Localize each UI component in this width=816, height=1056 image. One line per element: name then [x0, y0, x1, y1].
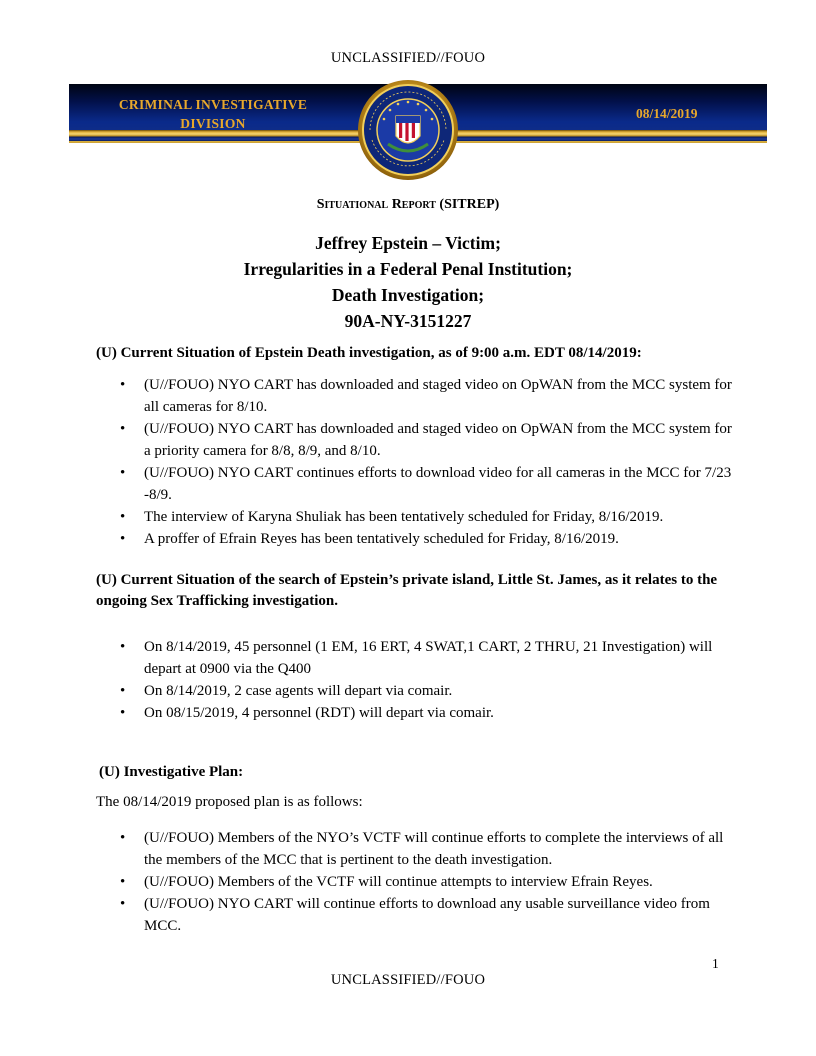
island-search-list — [96, 636, 736, 724]
list-item: • On 08/15/2019, 4 personnel (RDT) will depart via comair. — [96, 702, 736, 724]
case-title-line: Death Investigation; — [331, 285, 485, 305]
investigative-plan-list — [96, 827, 736, 937]
report-title — [0, 197, 816, 213]
case-title — [0, 230, 816, 334]
classification-marking-top: UNCLASSIFIED//FOUO — [330, 50, 486, 66]
list-item: • (U//FOUO) NYO CART has downloaded and staged video on OpWAN from the MCC system for all cameras for 8/10. — [96, 374, 736, 418]
section-heading-death-investigation: (U) Current Situation of Epstein Death investigation, as of 9:00 a.m. EDT 08/14/2019: — [96, 345, 642, 361]
list-item: • (U//FOUO) Members of the NYO’s VCTF will continue efforts to complete the interviews of all the members of the MCC that is pertinent to the death investigation. — [96, 827, 736, 871]
section-heading-island-search: (U) Current Situation of the search of Epstein’s private island, Little St. James, as it relates to the ongoing Sex Trafficking investigation. — [96, 572, 718, 609]
death-investigation-list — [96, 374, 736, 550]
case-file-number: 90A-NY-3151227 — [344, 311, 472, 331]
classification-marking-bottom: UNCLASSIFIED//FOUO — [330, 972, 486, 988]
report-title-abbrev: (SITREP) — [439, 197, 500, 212]
list-item: • The interview of Karyna Shuliak has been tentatively scheduled for Friday, 8/16/2019. — [96, 506, 736, 528]
case-title-line: Jeffrey Epstein – Victim; — [315, 233, 501, 253]
division-label — [108, 95, 318, 133]
list-item: • A proffer of Efrain Reyes has been tentatively scheduled for Friday, 8/16/2019. — [96, 528, 736, 550]
case-title-line: Irregularities in a Federal Penal Institution; — [243, 259, 573, 279]
fbi-seal-icon — [348, 78, 468, 183]
report-title-main: Situational Report — [316, 197, 436, 212]
division-line-2: DIVISION — [180, 116, 246, 131]
page-number: 1 — [712, 956, 719, 971]
division-line-1: CRIMINAL INVESTIGATIVE — [118, 97, 308, 112]
list-item: • (U//FOUO) Members of the VCTF will continue attempts to interview Efrain Reyes. — [96, 871, 736, 893]
list-item: • On 8/14/2019, 45 personnel (1 EM, 16 ERT, 4 SWAT,1 CART, 2 THRU, 21 Investigation) will depart at 0900 via the Q400 — [96, 636, 736, 680]
list-item: • (U//FOUO) NYO CART will continue efforts to download any usable surveillance video from MCC. — [96, 893, 736, 937]
list-item: • On 8/14/2019, 2 case agents will depart via comair. — [96, 680, 736, 702]
section-heading-investigative-plan: (U) Investigative Plan: — [99, 764, 244, 780]
list-item: • (U//FOUO) NYO CART has downloaded and staged video on OpWAN from the MCC system for a priority camera for 8/8, 8/9, and 8/10. — [96, 418, 736, 462]
list-item: • (U//FOUO) NYO CART continues efforts to download video for all cameras in the MCC for 7/23 -8/9. — [96, 462, 736, 506]
banner-date: 08/14/2019 — [636, 106, 698, 121]
plan-intro: The 08/14/2019 proposed plan is as follows: — [96, 794, 363, 810]
